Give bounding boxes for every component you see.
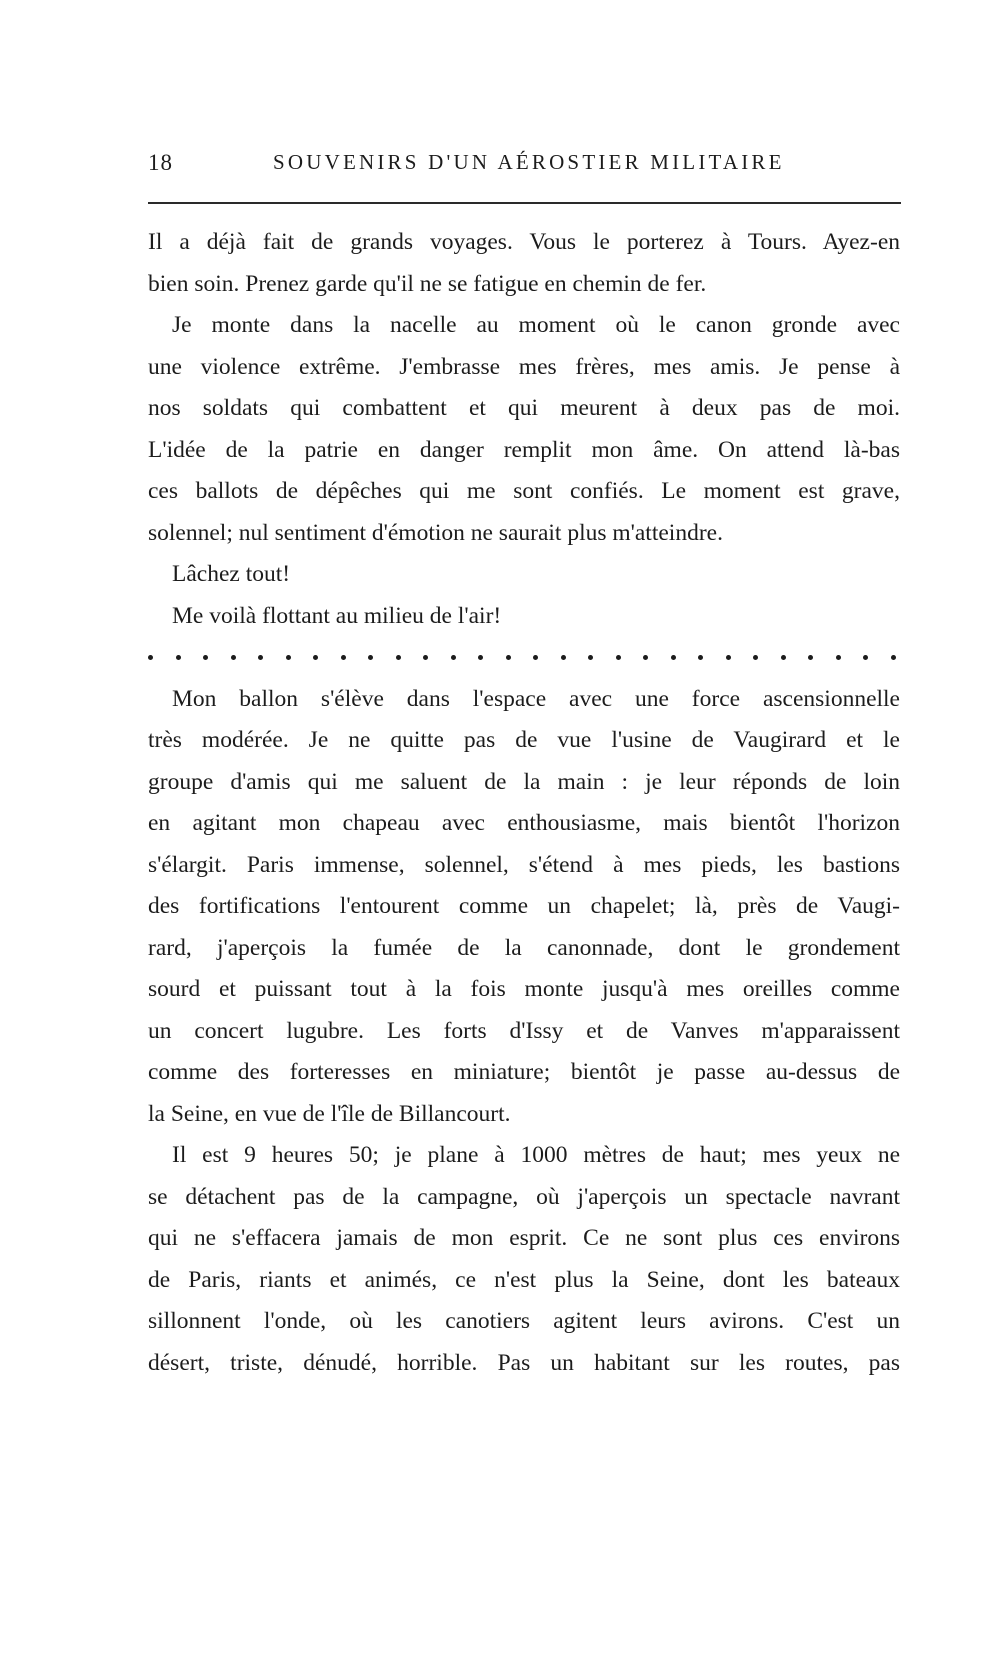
text-line: rard, j'aperçois la fumée de la canonnade, dont le grondement [148, 934, 900, 961]
text-line: bien soin. Prenez garde qu'il ne se fatigue en chemin de fer. [148, 270, 707, 297]
text-line: nos soldats qui combattent et qui meurent à deux pas de moi. [148, 395, 900, 421]
text-line: très modérée. Je ne quitte pas de vue l'usine de Vaugirard et le [148, 727, 900, 753]
paragraph-3 [148, 554, 900, 596]
paragraph-1 [148, 222, 900, 305]
text-line: désert, triste, dénudé, horrible. Pas un habitant sur les routes, pas [148, 1349, 900, 1376]
text-line: Lâchez tout! [172, 561, 291, 587]
text-line: comme des forteresses en miniature; bientôt je passe au-dessus de [148, 1059, 900, 1085]
text-line: un concert lugubre. Les forts d'Issy et de Vanves m'apparaissent [148, 1017, 900, 1044]
text-line: des fortifications l'entourent comme un chapelet; là, près de Vaugi- [148, 893, 900, 919]
body-text [148, 222, 900, 1384]
text-line: Il a déjà fait de grands voyages. Vous le porterez à Tours. Ayez-en [148, 229, 900, 255]
header-rule [148, 202, 901, 204]
text-line: en agitant mon chapeau avec enthousiasme, mais bientôt l'horizon [148, 810, 900, 836]
text-line: sillonnent l'onde, où les canotiers agitent leurs avirons. C'est un [148, 1308, 900, 1334]
page-header [148, 150, 908, 190]
text-line: une violence extrême. J'embrasse mes frères, mes amis. Je pense à [148, 353, 900, 380]
text-line: ces ballots de dépêches qui me sont confiés. Le moment est grave, [148, 478, 900, 504]
text-line: solennel; nul sentiment d'émotion ne saurait plus m'atteindre. [148, 519, 723, 546]
text-line: qui ne s'effacera jamais de mon esprit. Ce ne sont plus ces environs [148, 1225, 900, 1251]
running-title: SOUVENIRS D'UN AÉROSTIER MILITAIRE [273, 150, 785, 174]
text-line: Me voilà flottant au milieu de l'air! [172, 602, 502, 629]
text-line: sourd et puissant tout à la fois monte jusqu'à mes oreilles comme [148, 976, 900, 1002]
text-line: Il est 9 heures 50; je plane à 1000 mètres de haut; mes yeux ne [172, 1142, 900, 1168]
text-line: de Paris, riants et animés, ce n'est plus la Seine, dont les bateaux [148, 1266, 900, 1293]
text-line: groupe d'amis qui me saluent de la main : je leur réponds de loin [148, 768, 900, 795]
text-line: se détachent pas de la campagne, où j'aperçois un spectacle navrant [148, 1183, 900, 1210]
paragraph-5 [148, 679, 900, 1136]
text-line: s'élargit. Paris immense, solennel, s'étend à mes pieds, les bastions [148, 851, 900, 878]
text-line: la Seine, en vue de l'île de Billancourt. [148, 1100, 511, 1127]
paragraph-2 [148, 305, 900, 554]
text-line: Je monte dans la nacelle au moment où le canon gronde avec [172, 312, 900, 338]
page-number: 18 [148, 150, 173, 175]
paragraph-6 [148, 1135, 900, 1384]
ellipsis-separator [148, 637, 900, 679]
text-line: L'idée de la patrie en danger remplit mon âme. On attend là-bas [148, 436, 900, 463]
paragraph-4 [148, 596, 900, 638]
text-line: Mon ballon s'élève dans l'espace avec une force ascensionnelle [172, 685, 900, 712]
